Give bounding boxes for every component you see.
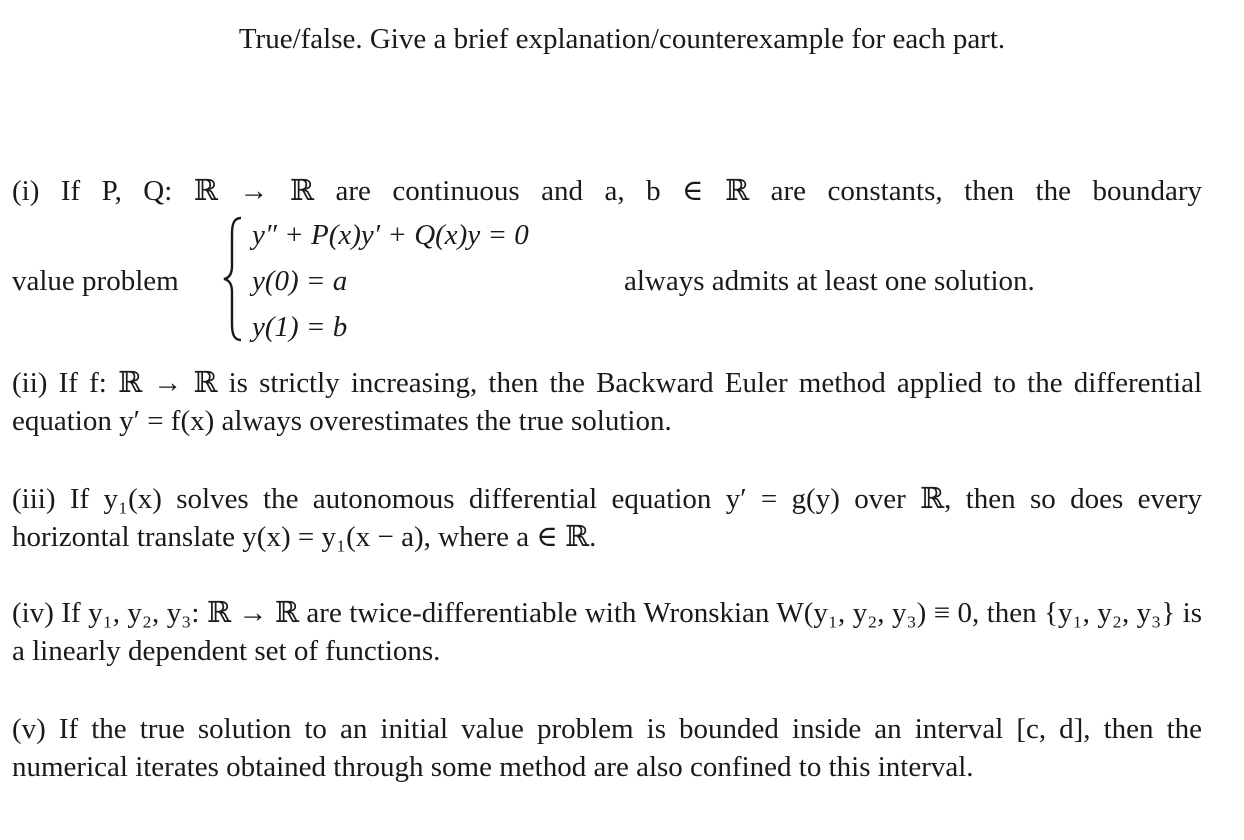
part-ii-text: If f: ℝ → ℝ is strictly increasing, then the Backward Euler method applied to the differential equation y′ = f(x) always overestimates the true solution.	[12, 367, 1203, 437]
part-v-label: (v)	[12, 713, 46, 745]
part-iii-label: (iii)	[12, 483, 56, 515]
part-iv	[12, 594, 1202, 670]
part-i-tail: always admits at least one solution.	[624, 265, 1035, 297]
bvp-equation-left-bc: y(0) = a	[252, 265, 348, 297]
part-iii	[12, 480, 1202, 556]
bvp-equation-ode: y″ + P(x)y′ + Q(x)y = 0	[252, 219, 529, 251]
part-i-line1	[12, 172, 1202, 210]
page-title: True/false. Give a brief explanation/counterexample for each part.	[238, 23, 1006, 55]
part-i-lead: value problem	[12, 265, 179, 297]
part-v-text: If the true solution to an initial value problem is bounded inside an interval [c, d], then the numerical iterates obtained through some method are also confined to this interval.	[12, 713, 1203, 783]
part-iii-text: If y₁(x) solves the autonomous differential equation y′ = g(y) over ℝ, then so does every horizontal translate y(x) = y₁(x − a), where a ∈ ℝ.	[12, 483, 1202, 553]
part-iv-text: If y₁, y₂, y₃: ℝ → ℝ are twice-differentiable with Wronskian W(y₁, y₂, y₃) ≡ 0, then {y₁, y₂, y₃} is a linearly dependent set of functions.	[12, 597, 1203, 667]
part-i-text: (i) If P, Q: ℝ → ℝ are continuous and a, b ∈ ℝ are constants, then the boundary	[12, 175, 1202, 207]
part-v	[12, 710, 1202, 786]
boundary-value-problem	[12, 212, 1202, 352]
left-brace-icon	[222, 216, 244, 342]
part-iv-label: (iv)	[12, 597, 54, 629]
part-ii-label: (ii)	[12, 367, 48, 399]
bvp-equation-right-bc: y(1) = b	[252, 311, 348, 343]
part-ii	[12, 364, 1202, 440]
